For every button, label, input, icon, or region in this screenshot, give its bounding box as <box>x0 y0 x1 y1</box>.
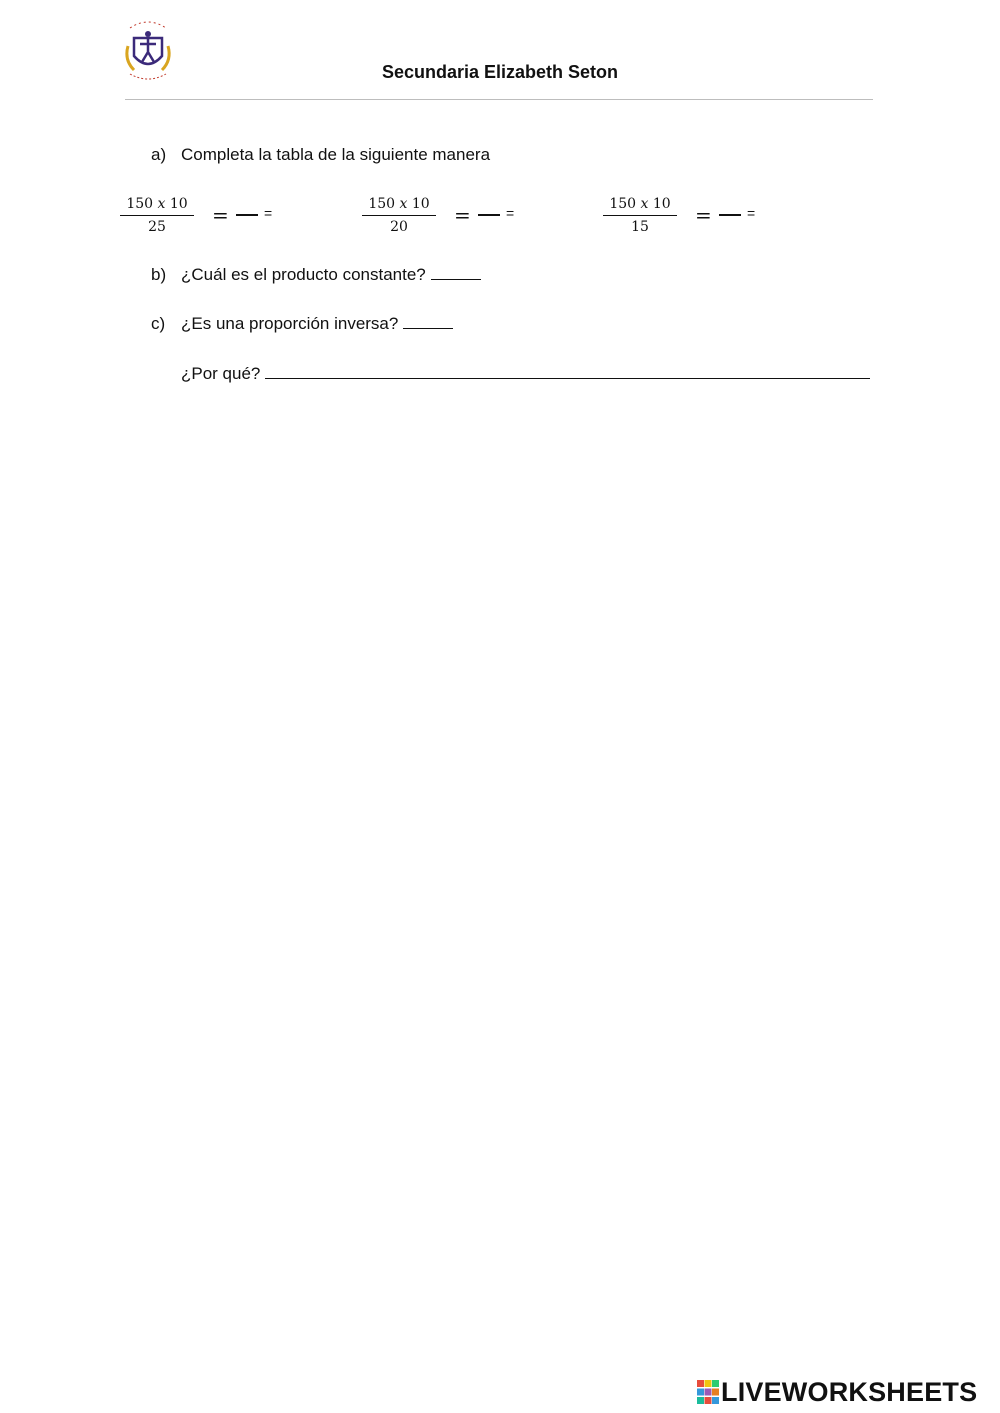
fraction-3-answer-blank[interactable] <box>719 214 741 216</box>
question-why-answer-blank[interactable] <box>265 377 870 379</box>
fraction-3-bar <box>603 215 677 216</box>
fraction-1-answer-blank[interactable] <box>236 214 258 216</box>
fraction-1 <box>120 194 194 237</box>
fraction-1-equals: = <box>212 203 229 227</box>
fraction-2-equals-small: = <box>506 205 515 221</box>
fraction-2-numerator-b: 10 <box>411 196 430 212</box>
fraction-1-operator: x <box>157 196 166 212</box>
fraction-2-answer-blank[interactable] <box>478 214 500 216</box>
question-a <box>151 145 490 165</box>
fraction-1-bar <box>120 215 194 216</box>
fraction-1-numerator-a: 150 <box>126 196 154 212</box>
fraction-3-equals: = <box>695 203 712 227</box>
fraction-3 <box>603 194 677 237</box>
question-c-text: ¿Es una proporción inversa? <box>181 314 399 333</box>
fraction-2-denominator: 20 <box>390 219 408 235</box>
fraction-1-denominator: 25 <box>148 219 166 235</box>
fraction-3-numerator-b: 10 <box>652 196 671 212</box>
question-a-letter: a) <box>151 145 167 164</box>
liveworksheets-logo-icon <box>697 1380 719 1404</box>
fraction-2-equals: = <box>454 203 471 227</box>
header-divider <box>125 99 873 100</box>
fraction-3-denominator: 15 <box>631 219 649 235</box>
question-b <box>151 265 481 285</box>
question-b-letter: b) <box>151 265 167 284</box>
question-a-text: Completa la tabla de la siguiente manera <box>181 145 491 164</box>
question-why-text: ¿Por qué? <box>181 364 261 383</box>
question-b-answer-blank[interactable] <box>431 278 481 280</box>
fraction-2 <box>362 194 436 237</box>
question-c-answer-blank[interactable] <box>403 327 453 329</box>
fraction-3-operator: x <box>640 196 649 212</box>
fraction-1-numerator-b: 10 <box>169 196 188 212</box>
question-why <box>181 364 870 384</box>
question-c <box>151 314 453 334</box>
fraction-1-equals-small: = <box>264 205 273 221</box>
fraction-3-equals-small: = <box>747 205 756 221</box>
school-name: Secundaria Elizabeth Seton <box>381 62 619 82</box>
liveworksheets-text: LIVEWORKSHEETS <box>721 1376 978 1407</box>
question-c-letter: c) <box>151 314 166 333</box>
fraction-2-operator: x <box>399 196 408 212</box>
fraction-2-numerator-a: 150 <box>368 196 396 212</box>
fraction-3-numerator-a: 150 <box>609 196 637 212</box>
question-b-text: ¿Cuál es el producto constante? <box>181 265 426 284</box>
liveworksheets-branding[interactable] <box>697 1377 977 1407</box>
fraction-2-bar <box>362 215 436 216</box>
